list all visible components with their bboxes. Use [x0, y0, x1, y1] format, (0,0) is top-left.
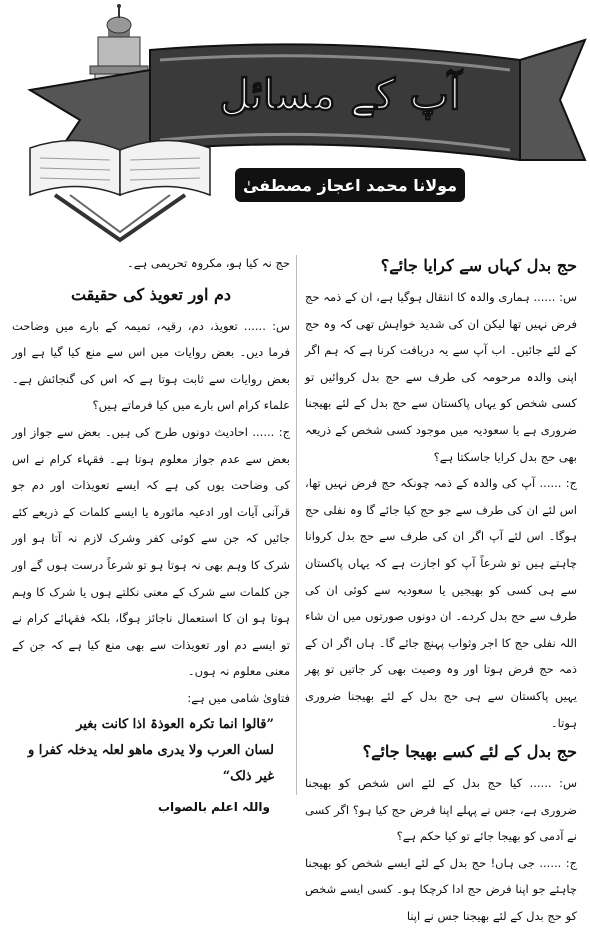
arabic-quote-line: غیر ذلک“ [222, 768, 274, 784]
arabic-quote-line: لسان العرب ولا یدری ماھو لعلہ یدخلہ کفرا و [28, 742, 274, 758]
continued-text: حج نہ کیا ہو، مکروہ تحریمی ہے۔ [126, 256, 290, 270]
question-paragraph: س: ...... کیا حج بدل کے لئے اس شخص کو بھیجنا ضروری ہے، جس نے پہلے اپنا فرض حج کیا ہو؟ اگر کسی نے آدمی کو بھیجا جائے تو کیا حکم ہے؟ [305, 776, 577, 844]
section-heading: دم اور تعویذ کی حقیقت [70, 284, 232, 304]
answer-paragraph: ج: ...... جی ہاں! حج بدل کے لئے ایسے شخص کو بھیجنا چاہئے جو اپنا فرض حج ادا کرچکا ہو۔ کسی ایسے شخص کو حج بدل کے لئے بھیجنا جس نے اپنا [305, 855, 577, 924]
answer-paragraph: ج: ...... احادیث دونوں طرح کی ہیں۔ بعض سے جواز اور بعض سے عدم جواز معلوم ہوتا ہے۔ فقہاء کرام نے اس کی وضاحت یوں کی ہے کہ ایسے تعویذات اور دم جو قرآنی آیات اور ادعیہ ماثورہ یا ایسے کلمات کے ذریعے کئے جائیں کہ جن سے کوئی کفر وشرک لازم نہ آتا ہو اور شرک کا وہم بھی نہ ہوتا ہو تو شرعاً درست ہوں گے اور جن کلمات سے شرک کے معنی نکلتے ہوں یا شرک کا وہم ہوتا ہو ان کا استعمال ناجائز ہوگا، بلکہ فقہائے کرام نے تو ایسے دم اور تعویذات سے بھی منع کیا ہے کہ جن کے معنی معلوم نہ ہوں۔ [12, 424, 290, 679]
right-column [305, 250, 577, 930]
section-heading: حج بدل کہاں سے کرایا جائے؟ [380, 256, 577, 275]
column-divider [296, 255, 297, 795]
question-paragraph: س: ...... ہماری والدہ کا انتقال ہوگیا ہے، ان کے ذمہ حج فرض نہیں تھا لیکن ان کی شدید خواہش تھی کہ وہ حج کے لئے جائیں۔ اب آپ سے یہ دریافت کرنا ہے کہ ہم اگر اپنی والدہ مرحومہ کی طرف سے حج بدل کروائیں تو کسی شخص کو یہاں پاکستان سے حج بدل کے لئے بھیجنا ضروری ہے یا سعودیہ میں موجود کسی شخص کے ذریعہ بھی حج بدل کرایا جاسکتا ہے؟ [305, 290, 577, 464]
open-book-icon [30, 140, 210, 240]
citation-intro: فتاویٰ شامی میں ہے: [187, 690, 290, 705]
column-title: آپ کے مسائل [219, 70, 461, 119]
left-column [12, 250, 290, 820]
arabic-quote-line: ”قالوا انما تکرہ العوذۃ اذا کانت بغیر [76, 716, 274, 732]
section-heading: حج بدل کے لئے کسے بھیجا جائے؟ [362, 742, 577, 762]
page-header [0, 0, 590, 245]
closing-phrase: واللہ اعلم بالصواب [157, 799, 270, 814]
answer-paragraph: ج: ...... آپ کی والدہ کے ذمہ چونکہ حج فرض نہیں تھا، اس لئے ان کی طرف سے جو حج کیا جائے گا وہ نفلی حج ہوگا۔ اس لئے آپ اگر ان کی طرف سے حج بدل کروانا چاہتے ہیں تو شرعاً آپ کو اجازت ہے کہ یہاں پاکستان سے ہی کسی کو بھیجیں یا سعودیہ سے کوئی ان کی طرف سے حج بدل کردے۔ ان دونوں صورتوں میں ان شاء اللہ نفلی حج کا اجر وثواب پہنچ جائے گا۔ ہاں اگر ان کے ذمہ حج فرض ہوتا اور وہ وصیت بھی کر جاتیں تو پھر یہیں پاکستان سے ہی حج بدل کے لئے بھیجنا ضروری ہوتا۔ [305, 476, 577, 730]
header-illustration [0, 0, 590, 245]
question-paragraph: س: ...... تعویذ، دم، رقیہ، تمیمہ کے بارے میں وضاحت فرما دیں۔ بعض روایات میں اس سے منع کیا گیا ہے اور بعض روایات سے ثابت ہوتا ہے کہ اس کی گنجائش ہے۔ علماء کرام اس بارے میں کیا فرماتے ہیں؟ [12, 318, 290, 413]
author-name: مولانا محمد اعجاز مصطفیٰ [235, 168, 465, 202]
